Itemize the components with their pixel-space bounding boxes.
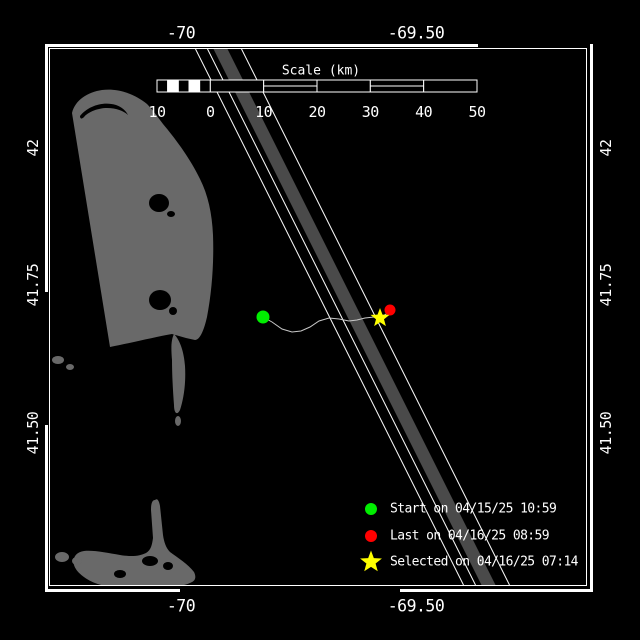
axis-label-lat-right-42: 42 xyxy=(597,139,615,157)
harbor-inlet xyxy=(167,211,175,217)
scale-tick-label: 10 xyxy=(148,103,166,121)
muskeget-island xyxy=(72,557,82,565)
bay-islet xyxy=(66,364,74,370)
legend-start-marker xyxy=(365,503,377,515)
frame-zebra-segment xyxy=(400,589,593,592)
nantucket-island xyxy=(73,499,195,589)
axis-label-lon-bottom-6950: -69.50 xyxy=(387,596,445,616)
nantucket-pond-inlet xyxy=(114,570,126,578)
track-start-marker[interactable] xyxy=(257,311,270,324)
legend-label-start: Start on 04/15/25 10:59 xyxy=(390,501,557,517)
frame-zebra-segment xyxy=(590,44,593,592)
axis-label-lon-top-6950: -69.50 xyxy=(387,23,445,43)
frame-zebra-segment xyxy=(45,425,48,592)
frame-zebra-segment xyxy=(45,44,48,292)
frame-zebra-segment xyxy=(45,44,478,47)
scale-bar-title: Scale (km) xyxy=(281,63,361,79)
scale-tick-label: 0 xyxy=(206,103,215,121)
harbor-inlet xyxy=(149,194,169,212)
cape-cod-landmass xyxy=(72,90,213,347)
track-last-marker[interactable] xyxy=(385,305,396,316)
nantucket-harbor-inlet xyxy=(163,562,173,570)
wellfleet-inlet xyxy=(169,307,177,315)
scale-tick-label: 50 xyxy=(468,103,486,121)
axis-label-lon-top-70: -70 xyxy=(166,23,196,43)
axis-label-lat-left-42: 42 xyxy=(24,139,42,157)
monomoy-islet xyxy=(175,416,181,426)
scale-tick-label: 10 xyxy=(255,103,273,121)
nantucket-harbor-inlet xyxy=(142,556,158,566)
scale-tick-label: 20 xyxy=(308,103,326,121)
legend-label-last: Last on 04/16/25 08:59 xyxy=(390,528,549,544)
monomoy-spit xyxy=(171,334,185,413)
bay-islet xyxy=(52,356,64,364)
track-path xyxy=(263,311,390,332)
scale-tick-label: 30 xyxy=(361,103,379,121)
legend-last-marker xyxy=(365,530,377,542)
axis-label-lat-right-4150: 41.50 xyxy=(597,411,615,455)
land-layer xyxy=(52,90,213,590)
axis-label-lon-bottom-70: -70 xyxy=(166,596,196,616)
wellfleet-inlet xyxy=(149,290,171,310)
legend-label-selected: Selected on 04/16/25 07:14 xyxy=(390,554,578,570)
axis-label-lat-left-4150: 41.50 xyxy=(24,411,42,455)
tuckernuck-island xyxy=(55,552,69,562)
scale-bar xyxy=(157,80,477,92)
legend-selected-marker xyxy=(360,551,382,572)
scale-tick-label: 40 xyxy=(415,103,433,121)
axis-label-lat-left-4175: 41.75 xyxy=(24,263,42,307)
frame-zebra-segment xyxy=(45,589,180,592)
axis-label-lat-right-4175: 41.75 xyxy=(597,263,615,307)
